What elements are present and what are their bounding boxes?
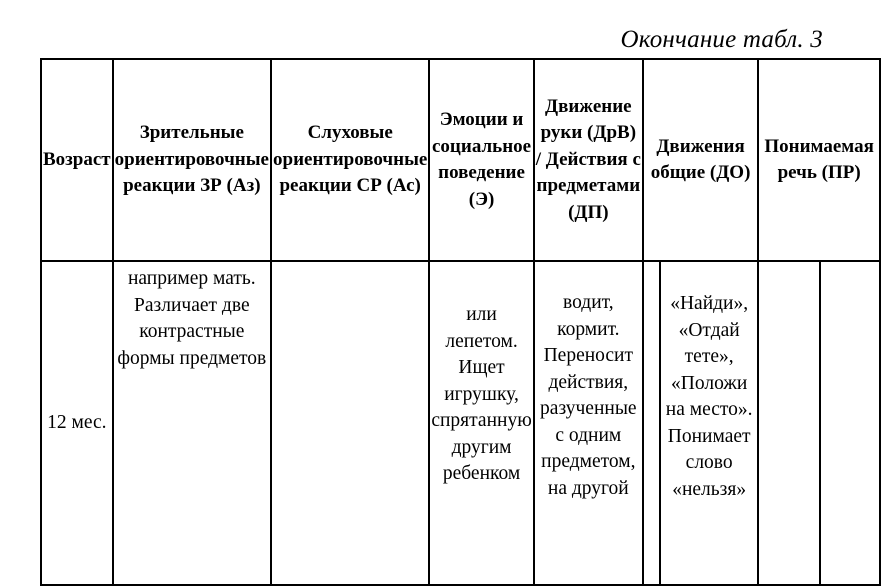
- header-speech: Понимаемая речь (ПР): [758, 59, 880, 261]
- cell-general-b: «Найди», «Отдай тете», «Положи на место». Понимает слово «нельзя»: [660, 261, 758, 585]
- cell-age: 12 мес.: [41, 261, 113, 585]
- cell-auditory: [271, 261, 429, 585]
- header-visual: Зрительные ориентировочные реакции ЗР (Аз): [113, 59, 271, 261]
- cell-speech-a: [758, 261, 820, 585]
- cell-speech-b: [820, 261, 880, 585]
- development-table: [40, 58, 881, 586]
- cell-visual: например мать. Различает две контрастные формы предметов: [113, 261, 271, 585]
- header-general: Движения общие (ДО): [643, 59, 758, 261]
- header-hand: Движение руки (ДрВ) / Действия с предметами (ДП): [534, 59, 643, 261]
- table-caption: Окончание табл. 3: [620, 26, 823, 53]
- cell-general-a: [643, 261, 660, 585]
- header-age: Возраст: [41, 59, 113, 261]
- table-row: [41, 261, 880, 585]
- header-emotions: Эмоции и социальное поведение (Э): [429, 59, 533, 261]
- header-row: [41, 59, 880, 261]
- header-auditory: Слуховые ориентировочные реакции СР (Ас): [271, 59, 429, 261]
- cell-hand: водит, кормит. Переносит действия, разученные с одним предметом, на другой: [534, 261, 643, 585]
- cell-emotions: или лепетом. Ищет игрушку, спрятанную другим ребенком: [429, 261, 533, 585]
